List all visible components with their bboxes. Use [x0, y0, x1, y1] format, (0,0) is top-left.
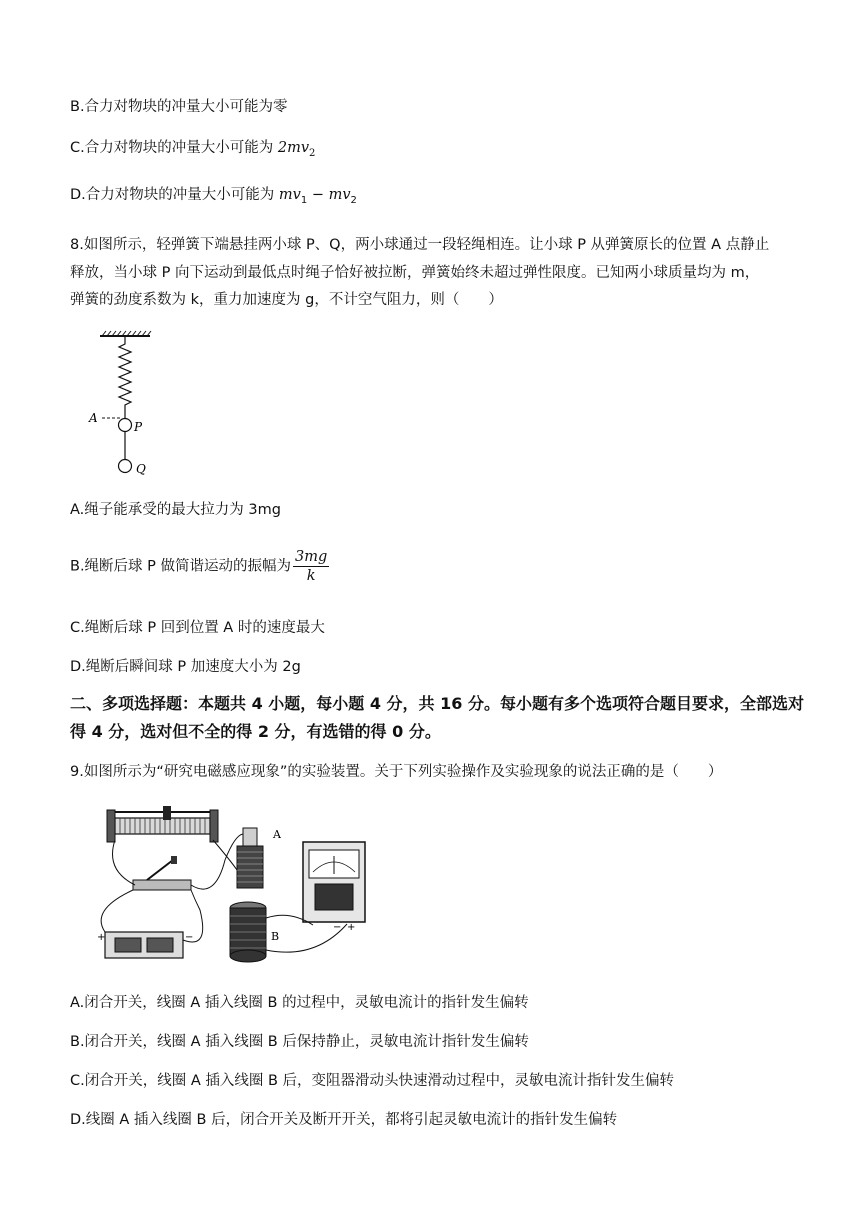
q7-option-d-m2: mv [328, 187, 351, 203]
q7-option-d-text: D.合力对物块的冲量大小可能为 [70, 187, 279, 203]
q7-option-c [70, 138, 315, 164]
q8-option-b-fraction [293, 548, 329, 585]
battery-plus: + [97, 932, 106, 943]
spring-figure [80, 328, 170, 478]
q7-option-c-sub: 2 [309, 148, 316, 159]
coil-a [237, 828, 282, 888]
q8-option-d: D.绳断后瞬间球 P 加速度大小为 2g [70, 659, 301, 675]
galvanometer-plus: + [347, 922, 356, 933]
galvanometer [303, 842, 365, 933]
q7-option-d-m1: mv [278, 187, 301, 203]
q9-option-a: A.闭合开关，线圈 A 插入线圈 B 的过程中，灵敏电流计的指针发生偏转 [70, 995, 529, 1011]
label-a: A [89, 411, 98, 425]
q8-option-a: A.绳子能承受的最大拉力为 3mg [70, 502, 281, 518]
q9-option-c: C.闭合开关，线圈 A 插入线圈 B 后，变阻器滑动头快速滑动过程中，灵敏电流计指针发生偏转 [70, 1073, 675, 1089]
q8-option-b [70, 548, 329, 585]
q7-option-d [70, 185, 357, 211]
q7-option-c-math: 2mv [277, 140, 310, 156]
q7-option-d-sub1: 1 [300, 195, 308, 206]
q8-stem-line-2: 释放，当小球 P 向下运动到最低点时绳子恰好被拉断，弹簧始终未超过弹性限度。已知两小球质量均为 m， [70, 265, 760, 281]
ball-p [119, 419, 132, 432]
label-q: Q [136, 462, 146, 476]
q8-stem-line-3: 弹簧的劲度系数为 k，重力加速度为 g，不计空气阻力，则（ ） [70, 292, 503, 308]
q9-option-d: D.线圈 A 插入线圈 B 后，闭合开关及断开开关，都将引起灵敏电流计的指针发生偏转 [70, 1112, 618, 1128]
q7-option-d-sub2: 2 [350, 195, 357, 206]
knife-switch [133, 856, 191, 890]
fraction-numerator: 3mg [295, 549, 328, 565]
label-p: P [134, 420, 143, 434]
galvanometer-minus: − [333, 922, 342, 933]
q8-option-b-text: B.绳断后球 P 做简谐运动的振幅为 [70, 558, 292, 575]
coil-b-label: B [271, 930, 280, 943]
q7-option-c-text: C.合力对物块的冲量大小可能为 [70, 140, 278, 156]
battery-minus: − [185, 932, 194, 943]
q7-option-d-minus: − [307, 187, 329, 203]
section-2-heading: 二、多项选择题：本题共 4 小题，每小题 4 分，共 16 分。每小题有多个选项符合题目要求，全部选对得 4 分，选对但不全的得 2 分，有选错的得 0 分。 [70, 694, 804, 741]
rheostat [107, 806, 218, 842]
q8-option-c: C.绳断后球 P 回到位置 A 时的速度最大 [70, 620, 325, 636]
fraction-denominator: k [306, 568, 316, 584]
q8-stem-line-1: 8.如图所示，轻弹簧下端悬挂两小球 P、Q，两小球通过一段轻绳相连。让小球 P 从弹簧原长的位置 A 点静止 [70, 237, 770, 253]
electromagnetic-induction-apparatus [85, 800, 385, 980]
coil-a-label: A [273, 828, 281, 841]
ceiling-hatch [100, 331, 151, 336]
q9-option-b: B.闭合开关，线圈 A 插入线圈 B 后保持静止，灵敏电流计指针发生偏转 [70, 1034, 529, 1050]
spring [119, 336, 131, 418]
ball-q [119, 460, 132, 473]
q9-stem: 9.如图所示为“研究电磁感应现象”的实验装置。关于下列实验操作及实验现象的说法正确的是（ ） [70, 764, 723, 780]
battery [97, 932, 193, 958]
coil-b [230, 902, 279, 962]
q7-option-b: B.合力对物块的冲量大小可能为零 [70, 99, 288, 115]
